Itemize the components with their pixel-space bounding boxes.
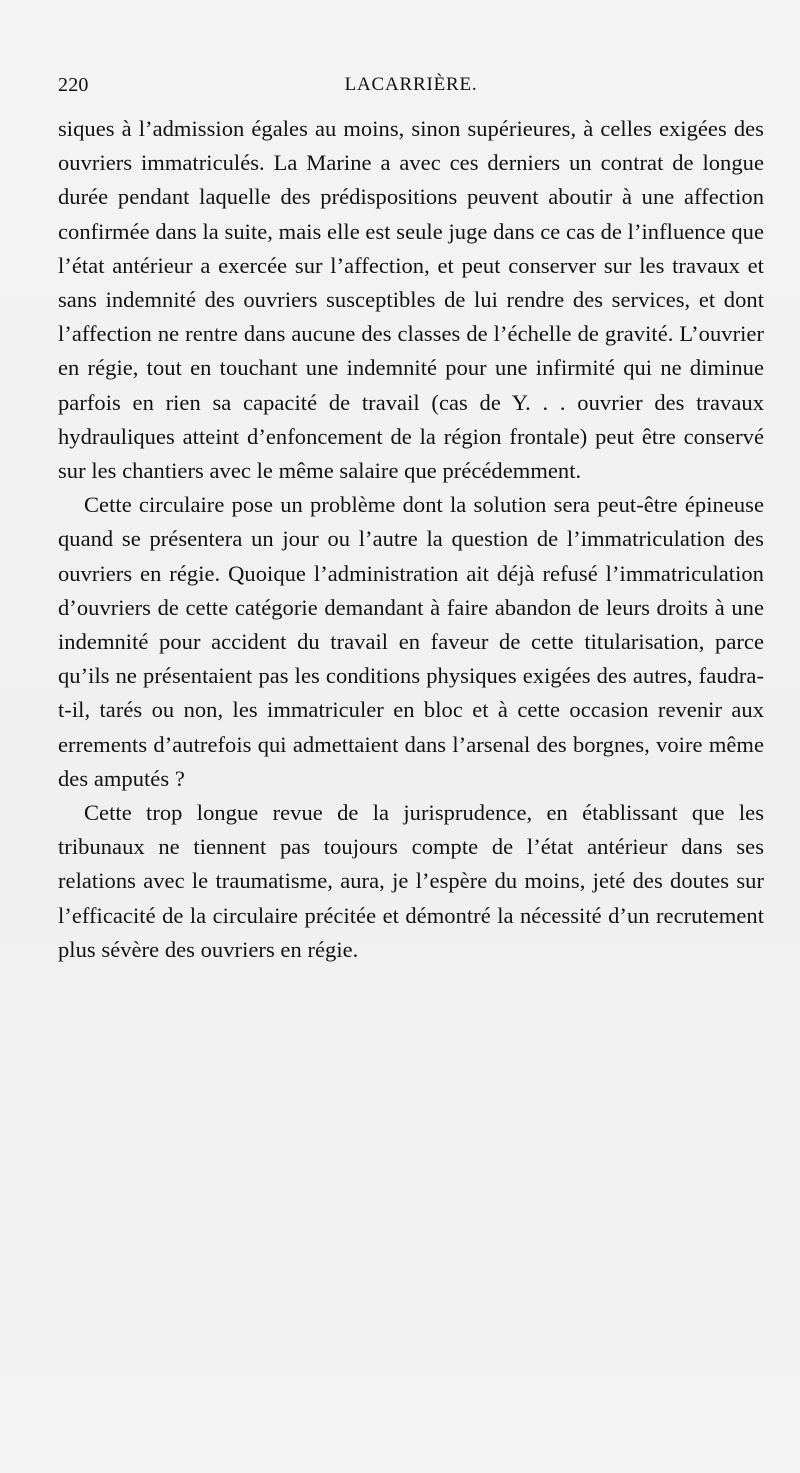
body-text: [58, 112, 764, 967]
paragraph: Cette circulaire pose un problème dont la solution sera peut-être épineuse quand se présentera un jour ou l’autre la question de l’immatriculation des ouvriers en régie. Quoique l’administration ait déjà refusé l’immatriculation d’ouvriers de cette catégorie demandant à faire abandon de leurs droits à une indemnité pour accident du travail en faveur de cette titularisation, parce qu’ils ne présentaient pas les conditions physiques exigées des autres, faudra-t-il, tarés ou non, les immatriculer en bloc et à cette occasion revenir aux errements d’autrefois qui admettaient dans l’arsenal des borgnes, voire même des amputés ?: [58, 492, 764, 791]
page-number: 220: [58, 74, 89, 96]
paragraph-continued: siques à l’admission égales au moins, sinon supérieures, à celles exigées des ouvriers immatriculés. La Marine a avec ces derniers un contrat de longue durée pendant laquelle des prédispositions peuvent aboutir à une affection confirmée dans la suite, mais elle est seule juge dans ce cas de l’influence que l’état antérieur a exercée sur l’affection, et peut conserver sur les travaux et sans indemnité des ouvriers susceptibles de lui rendre des services, et dont l’affection ne rentre dans aucune des classes de l’échelle de gravité. L’ouvrier en régie, tout en touchant une indemnité pour une infirmité qui ne diminue parfois en rien sa capacité de travail (cas de Y. . . ouvrier des travaux hydrauliques atteint d’enfoncement de la région frontale) peut être conservé sur les chantiers avec le même salaire que précédemment.: [58, 116, 764, 484]
paragraph: Cette trop longue revue de la jurisprudence, en établissant que les tribunaux ne tiennent pas toujours compte de l’état antérieur dans ses relations avec le traumatisme, aura, je l’espère du moins, jeté des doutes sur l’efficacité de la circulaire précitée et démontré la nécessité d’un recrutement plus sévère des ouvriers en régie.: [58, 800, 764, 962]
running-head: [58, 70, 764, 104]
running-title: LACARRIÈRE.: [344, 74, 478, 95]
